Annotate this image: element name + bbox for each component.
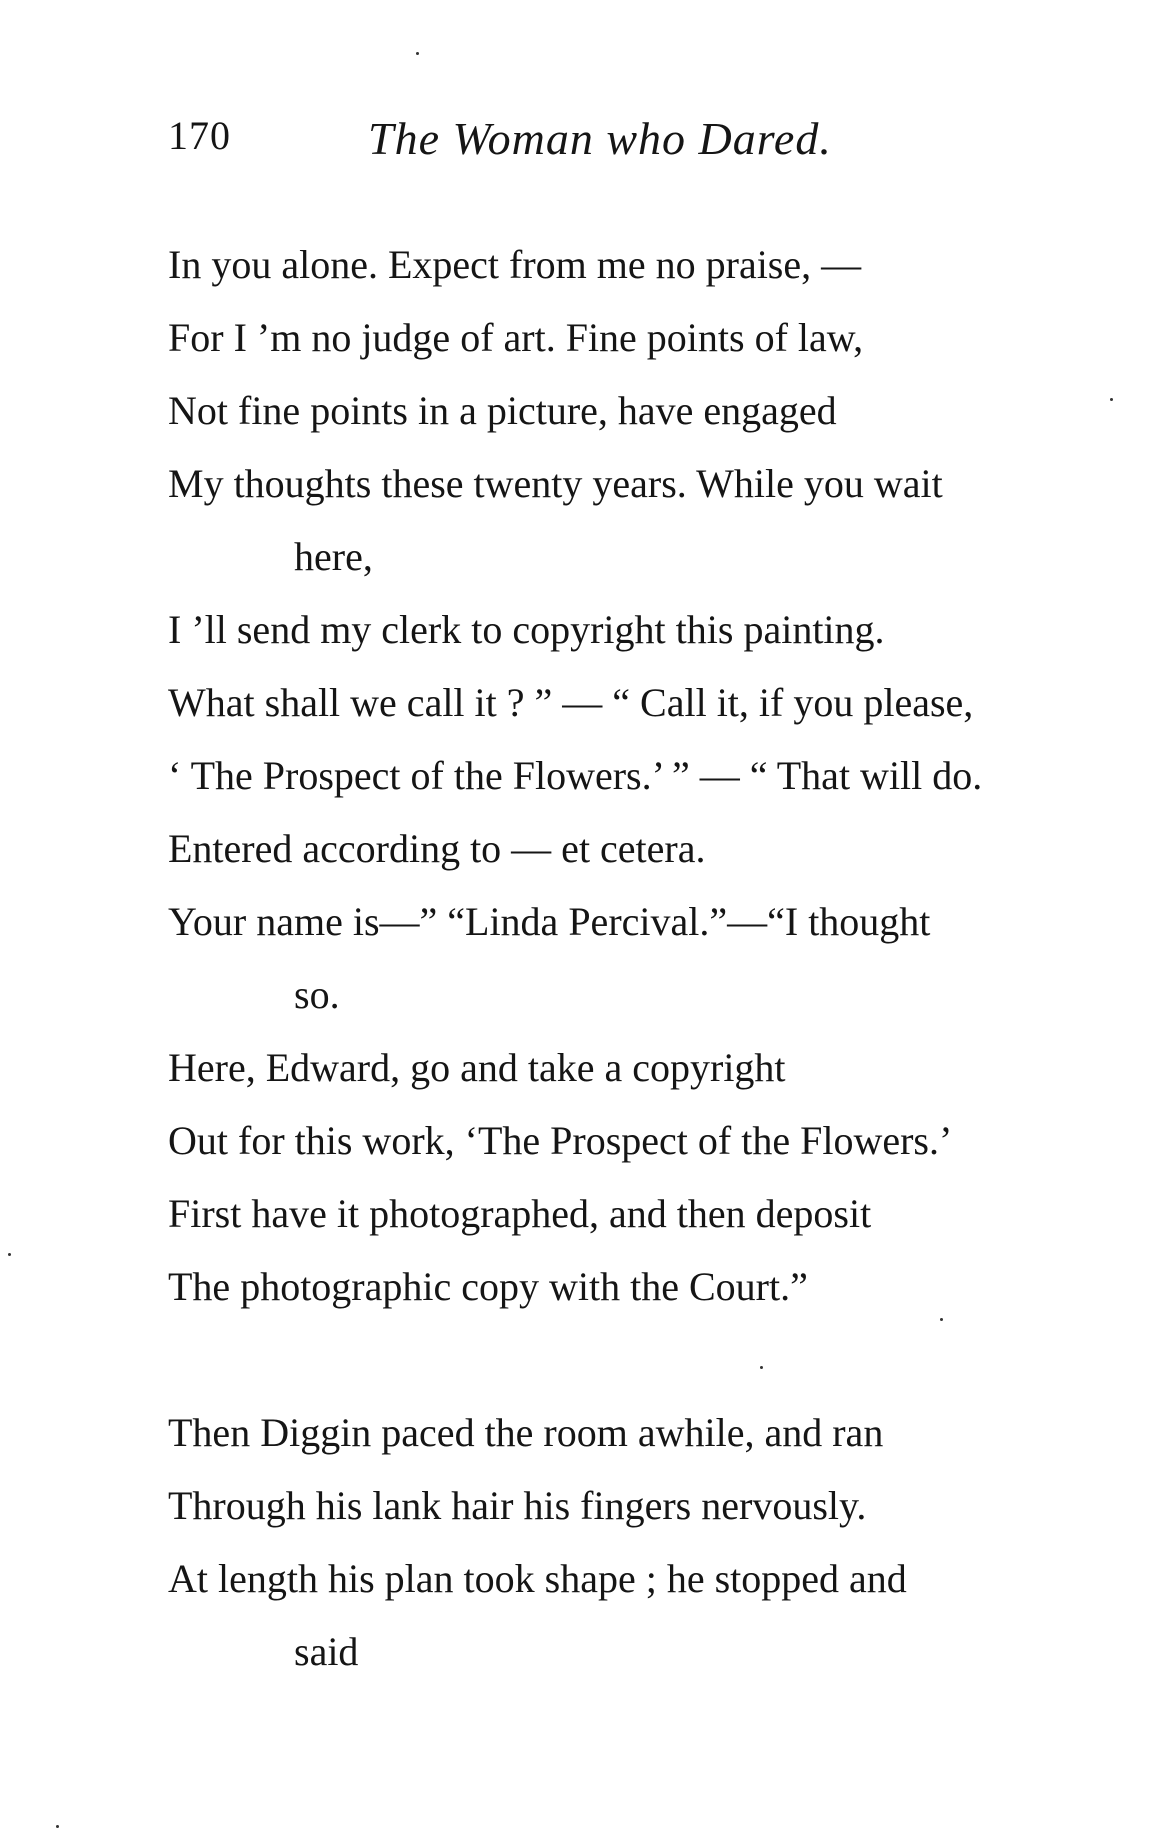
stanza-break [168, 1323, 1108, 1396]
running-title: The Woman who Dared. [368, 113, 832, 164]
verse-line-continuation: so. [294, 972, 340, 1017]
verse-line: Your name is—” “Linda Percival.”—“I thought [168, 899, 931, 944]
verse-line-continuation: said [294, 1629, 359, 1674]
verse-line: At length his plan took shape ; he stopped and [168, 1556, 907, 1601]
verse-line: Not fine points in a picture, have engaged [168, 388, 837, 433]
verse-line: For I ’m no judge of art. Fine points of law, [168, 315, 864, 360]
verse-line: ‘ The Prospect of the Flowers.’ ” — “ That will do. [168, 753, 983, 798]
scan-speck [1110, 398, 1113, 401]
scan-speck [760, 1366, 763, 1369]
stanza [168, 228, 1108, 1323]
verse-line: Here, Edward, go and take a copyright [168, 1045, 786, 1090]
scan-speck [416, 52, 419, 55]
verse-line-continuation: here, [294, 534, 373, 579]
page-header [168, 112, 928, 172]
verse-line: In you alone. Expect from me no praise, — [168, 242, 862, 287]
verse-line: First have it photographed, and then deposit [168, 1191, 872, 1236]
verse-line: Through his lank hair his fingers nervously. [168, 1483, 867, 1528]
page-number: 170 [168, 113, 231, 158]
verse-line: Entered according to — et cetera. [168, 826, 706, 871]
verse-line: Then Diggin paced the room awhile, and ran [168, 1410, 884, 1455]
verse-line: What shall we call it ? ” — “ Call it, if you please, [168, 680, 974, 725]
scan-speck [56, 1825, 59, 1828]
verse-body [168, 228, 1108, 1688]
scan-speck [940, 1318, 943, 1321]
verse-line: My thoughts these twenty years. While you wait [168, 461, 943, 506]
verse-line: Out for this work, ‘The Prospect of the Flowers.’ [168, 1118, 953, 1163]
scan-speck [8, 1253, 11, 1256]
verse-line: The photographic copy with the Court.” [168, 1264, 808, 1309]
stanza [168, 1396, 1108, 1688]
verse-line: I ’ll send my clerk to copyright this painting. [168, 607, 885, 652]
